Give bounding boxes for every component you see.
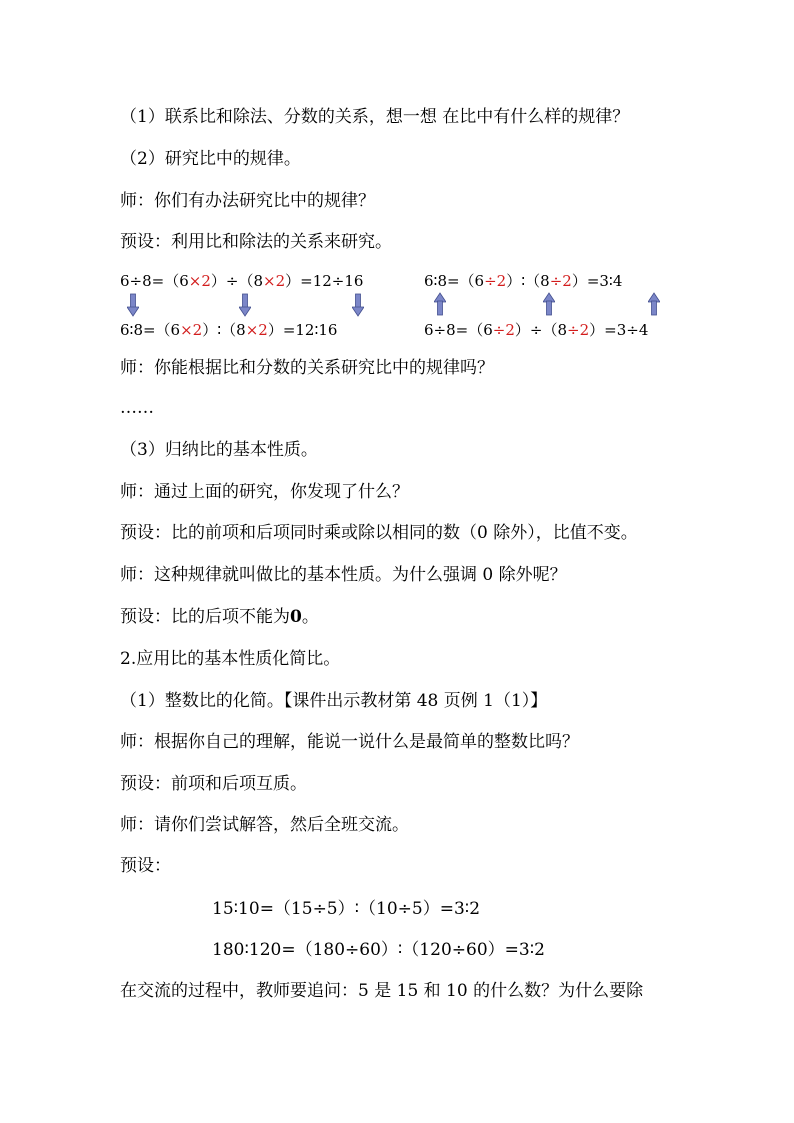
paragraph-8: 师：通过上面的研究，你发现了什么？ <box>120 482 409 502</box>
paragraph-3: 师：你们有办法研究比中的规律？ <box>120 191 375 211</box>
up-arrow-icon <box>648 292 660 316</box>
equation-right-top: 6∶8=（6÷2）∶（8÷2）=3∶4 <box>424 272 623 290</box>
equation-left-top: 6÷8=（6×2）÷（8×2）=12÷16 <box>120 272 364 290</box>
equation-right-bottom: 6÷8=（6÷2）÷（8÷2）=3÷4 <box>424 321 649 339</box>
paragraph-15: 预设：前项和后项互质。 <box>120 774 307 794</box>
paragraph-7: （3）归纳比的基本性质。 <box>120 440 318 460</box>
paragraph-5: 师：你能根据比和分数的关系研究比中的规律吗？ <box>120 358 494 378</box>
paragraph-2: （2）研究比中的规律。 <box>120 149 301 169</box>
paragraph-17: 预设： <box>120 856 171 876</box>
paragraph-1: （1）联系比和除法、分数的关系，想一想 在比中有什么样的规律？ <box>120 107 630 127</box>
paragraph-20: 在交流的过程中，教师要追问：5 是 15 和 10 的什么数？为什么要除 <box>120 981 644 1001</box>
section-heading-2: 2.应用比的基本性质化简比。 <box>120 649 341 669</box>
equation-simplify-2: 180∶120=（180÷60）∶（120÷60）=3∶2 <box>212 940 545 960</box>
up-arrow-icon <box>543 292 555 316</box>
equation-simplify-1: 15∶10=（15÷5）∶（10÷5）=3∶2 <box>212 899 481 919</box>
paragraph-10: 师：这种规律就叫做比的基本性质。为什么强调 0 除外呢？ <box>120 565 567 585</box>
down-arrow-icon <box>352 293 364 317</box>
up-arrow-icon <box>434 292 446 316</box>
equation-left-bottom: 6∶8=（6×2）∶（8×2）=12∶16 <box>120 321 338 339</box>
paragraph-11: 预设：比的后项不能为0。 <box>120 607 319 627</box>
paragraph-13: （1）整数比的化简。【课件出示教材第 48 页例 1（1）】 <box>120 691 548 711</box>
paragraph-16: 师：请你们尝试解答，然后全班交流。 <box>120 815 409 835</box>
down-arrow-icon <box>127 293 139 317</box>
paragraph-9: 预设：比的前项和后项同时乘或除以相同的数（0 除外），比值不变。 <box>120 523 638 543</box>
paragraph-14: 师：根据你自己的理解，能说一说什么是最简单的整数比吗？ <box>120 732 579 752</box>
ellipsis: …… <box>120 398 154 418</box>
down-arrow-icon <box>239 293 251 317</box>
paragraph-4: 预设：利用比和除法的关系来研究。 <box>120 232 392 252</box>
